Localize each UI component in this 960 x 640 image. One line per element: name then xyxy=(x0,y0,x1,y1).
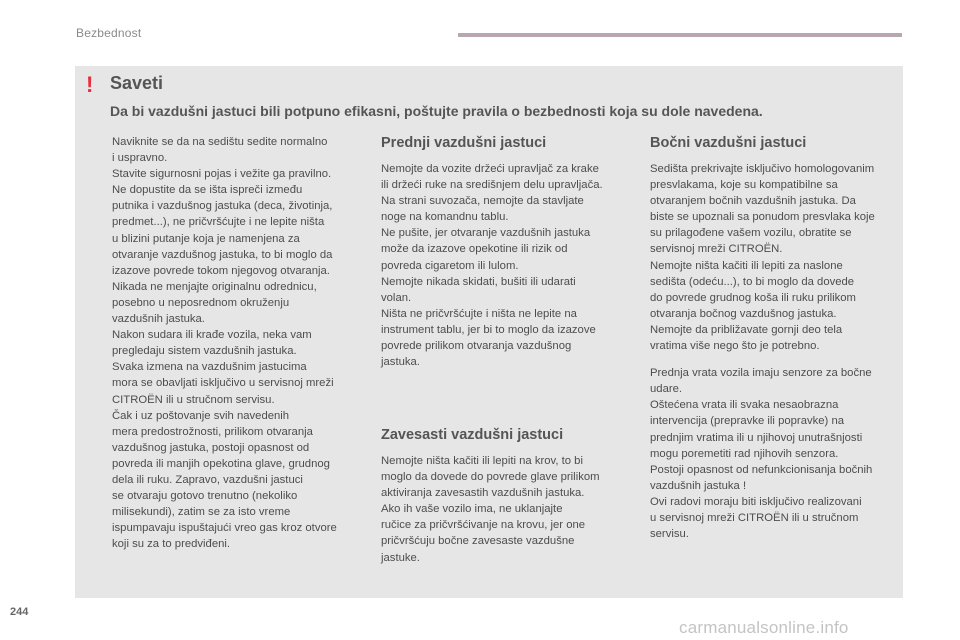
curtain-airbags-section xyxy=(381,426,631,566)
general-advice-column xyxy=(112,134,362,552)
watermark: carmanualsonline.info xyxy=(679,618,849,637)
warning-icon: ! xyxy=(86,72,94,97)
side-airbags-column xyxy=(650,134,900,542)
section-title: Bezbednost xyxy=(76,26,142,40)
front-airbags-heading: Prednji vazdušni jastuci xyxy=(381,135,547,151)
intro-text: Da bi vazdušni jastuci bili potpuno efikasni, poštujte pravila o bezbednosti koja su dole navedena. xyxy=(110,103,763,119)
front-airbags-column xyxy=(381,134,631,564)
header-divider xyxy=(458,33,902,37)
general-advice-text: Naviknite se da na sedištu sedite normalno i uspravno. Stavite sigurnosni pojas i vežite ga pravilno. Ne dopustite da se išta ispreči između putnika i vazdušnog jastuka (deca, životinja, predmet...), ne pričvršćujte i ne lepite ništa u blizini putanje koja je namenjena za otvaranje vazdušnog jastuka, to bi moglo da izazove povrede tokom njegovog otvaranja. Nikada ne menjajte originalnu odrednicu, posebno u neposrednom okruženju vazdušnih jastuka. Nakon sudara ili krađe vozila, neka vam pregledaju sistem vazdušnih jastuka. Svaka izmena na vazdušnim jastucima mora se obavljati isključivo u servisnoj mreži CITROËN ili u stručnom servisu. Čak i uz poštovanje svih navedenih mera predostrožnosti, prilikom otvaranja vazdušnog jastuka, postoji opasnost od povreda ili manjih opekotina glave, grudnog dela ili ruku. Zapravo, vazdušni jastuci se otvaraju gotovo trenutno (nekoliko milisekundi), zatim se za isto vreme ispumpavaju ispuštajući vreo gas kroz otvore koji su za to predviđeni. xyxy=(112,136,337,551)
side-airbags-text: Sedišta prekrivajte isključivo homologovanim presvlakama, koje su kompatibilne sa otvaranjem bočnih vazdušnih jastuka. Da biste se upoznali sa ponudom presvlaka koje su prilagođene vašem vozilu, obratite se servisnoj mreži CITROËN. Nemojte ništa kačiti ili lepiti za naslone sedišta (odeću...), to bi moglo da dovede do povrede grudnog koša ili ruku prilikom otvaranja bočnog vazdušnog jastuka. Nemojte da približavate gornji deo tela vratima više nego što je potrebno. xyxy=(650,163,875,353)
curtain-airbags-heading: Zavesasti vazdušni jastuci xyxy=(381,427,564,443)
side-airbags-heading: Bočni vazdušni jastuci xyxy=(650,135,807,151)
tips-heading: Saveti xyxy=(110,73,164,93)
front-airbags-text: Nemojte da vozite držeći upravljač za krake ili držeći ruke na središnjem delu upravljača. Na strani suvozača, nemojte da stavljate noge na komandnu tablu. Ne pušite, jer otvaranje vazdušnih jastuka može da izazove opekotine ili rizik od povreda cigaretom ili lulom. Nemojte nikada skidati, bušiti ili udarati volan. Ništa ne pričvršćujte i ništa ne lepite na instrument tablu, jer bi to moglo da izazove povrede prilikom otvaranja vazdušnog jastuka. xyxy=(381,163,603,369)
curtain-airbags-text: Nemojte ništa kačiti ili lepiti na krov, to bi moglo da dovede do povrede glave prilikom aktiviranja zavesastih vazdušnih jastuka. Ako ih vaše vozilo ima, ne uklanjajte ručice za pričvršćivanje na krovu, jer one pričvršćuju bočne zavesaste vazdušne jastuke. xyxy=(381,455,600,564)
side-sensors-text: Prednja vrata vozila imaju senzore za bočne udare. Oštećena vrata ili svaka nesaobrazna intervencija (prepravke ili popravke) na prednjim vratima ili u njihovoj unutrašnjosti mogu poremetiti rad njihovih senzora. Postoji opasnost od nefunkcionisanja bočnih vazdušnih jastuka ! Ovi radovi moraju biti isključivo realizovani u servisnoj mreži CITROËN ili u stručnom servisu. xyxy=(650,367,873,541)
page-number: 244 xyxy=(10,606,29,618)
